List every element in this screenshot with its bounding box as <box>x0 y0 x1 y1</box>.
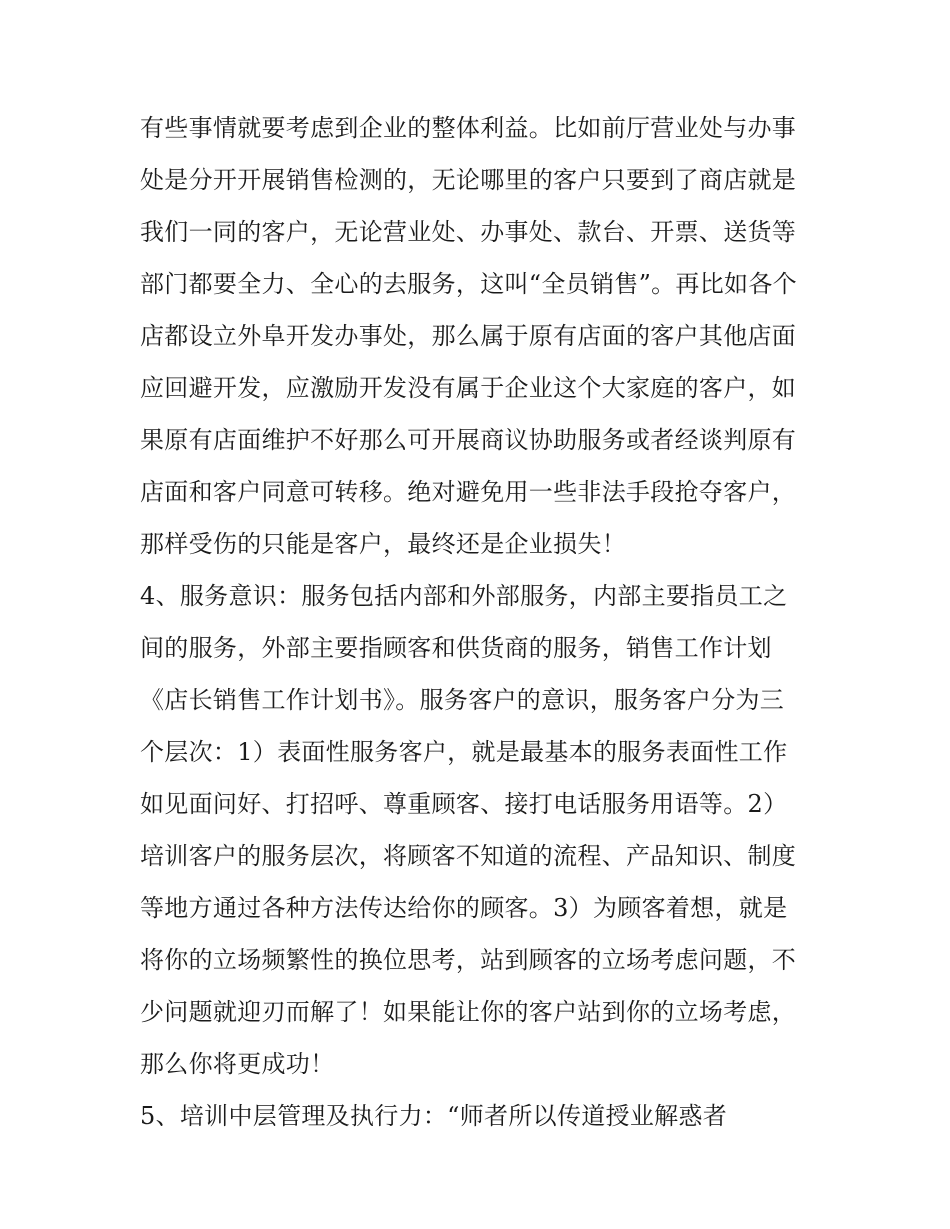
text-line: 部门都要全力、全心的去服务，这叫“全员销售”。再比如各个 <box>140 270 797 298</box>
text-line: 《店长销售工作计划书》。服务客户的意识，服务客户分为三 <box>140 686 785 714</box>
text-line: 那样受伤的只能是客户，最终还是企业损失！ <box>140 530 626 558</box>
text-line: 我们一同的客户，无论营业处、办事处、款台、开票、送货等 <box>140 218 797 246</box>
body-text <box>140 102 830 1142</box>
text-line: 应回避开发，应激励开发没有属于企业这个大家庭的客户，如 <box>140 374 797 402</box>
text-line: 店都设立外阜开发办事处，那么属于原有店面的客户其他店面 <box>140 322 797 350</box>
text-line: 如见面问好、打招呼、尊重顾客、接打电话服务用语等。2） <box>140 790 788 818</box>
text-line: 4、服务意识：服务包括内部和外部服务，内部主要指员工之 <box>140 582 788 610</box>
text-line: 5、培训中层管理及执行力：“师者所以传道授业解惑者 <box>140 1102 728 1130</box>
text-line: 间的服务，外部主要指顾客和供货商的服务，销售工作计划 <box>140 634 772 662</box>
text-line: 少问题就迎刃而解了！如果能让你的客户站到你的立场考虑， <box>140 998 797 1026</box>
text-line: 果原有店面维护不好那么可开展商议协助服务或者经谈判原有 <box>140 426 797 454</box>
text-line: 等地方通过各种方法传达给你的顾客。3）为顾客着想，就是 <box>140 894 788 922</box>
text-line: 个层次：1）表面性服务客户，就是最基本的服务表面性工作 <box>140 738 788 766</box>
text-line: 培训客户的服务层次，将顾客不知道的流程、产品知识、制度 <box>140 842 797 870</box>
text-line: 将你的立场频繁性的换位思考，站到顾客的立场考虑问题，不 <box>140 946 797 974</box>
text-line: 那么你将更成功！ <box>140 1050 335 1078</box>
text-line: 处是分开开展销售检测的，无论哪里的客户只要到了商店就是 <box>140 166 797 194</box>
text-line: 店面和客户同意可转移。绝对避免用一些非法手段抢夺客户， <box>140 478 797 506</box>
text-line: 有些事情就要考虑到企业的整体利益。比如前厅营业处与办事 <box>140 114 797 142</box>
